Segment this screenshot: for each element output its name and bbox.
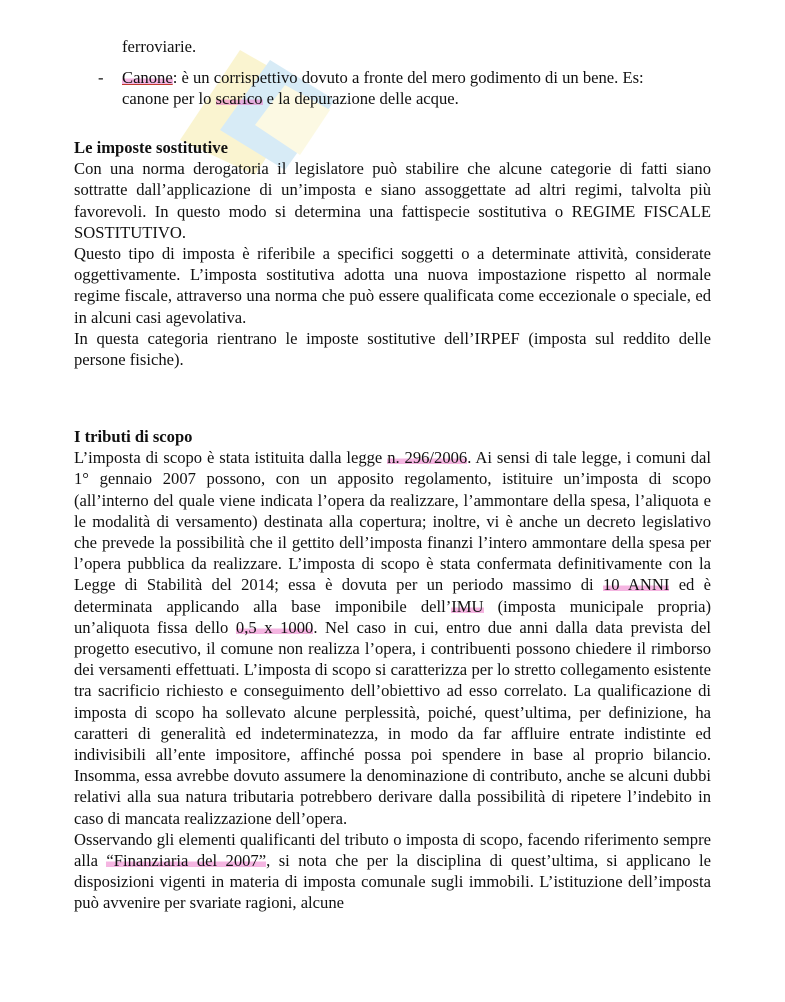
canone-example — [122, 88, 711, 109]
section-imposte-sostitutive — [74, 137, 711, 370]
scarico-highlight: scarico — [215, 89, 263, 108]
text-run: ed è determinata applicando alla base imponibile dell’ — [74, 575, 711, 616]
canone-definition: : è un corrispettivo dovuto a fronte del mero godimento di un bene. Es: — [172, 68, 644, 87]
text-run: , si nota che per la disciplina di quest’ultima, si applicano le disposizioni vigenti in materia di imposta comunale sugli immobili. L’istituzione dell’imposta può avvenire per svariate ragioni, alcune — [74, 851, 711, 913]
imu-highlight: IMU — [451, 596, 484, 616]
law-highlight: n. 296/2006 — [387, 448, 468, 468]
continuation-text: ferroviarie. — [122, 37, 197, 56]
canone-example-b: e la depurazione delle acque. — [262, 89, 459, 108]
years-highlight: 10 ANNI — [602, 575, 670, 595]
rate-highlight: 0,5 x 1000 — [235, 617, 314, 637]
canone-term: Canone — [122, 68, 173, 87]
finanziaria-highlight: “Finanziaria del 2007” — [106, 851, 267, 871]
canone-bullet — [122, 67, 711, 88]
paragraph: Questo tipo di imposta è riferibile a specifici soggetti o a determinate attività, considerate oggettivamente. L’imposta sostitutiva adotta una nuova impostazione rispetto al normale regime fiscale, attraverso una norma che può essere qualificata come eccezionale o speciale, ed in alcuni casi agevolativa. — [74, 244, 711, 327]
text-run: . Nel caso in cui, entro due anni dalla data prevista del progetto esecutivo, il comune non realizza l’opera, i contribuenti possono chiedere il rimborso dei versamenti effettuati. L’imposta di scopo si caratterizza per lo stretto collegamento esistente tra sacrificio richiesto e conseguimento dell’obiettivo ad esso correlato. La qualificazione di imposta di scopo ha sollevato alcune perplessità, poiché, quest’ultima, per definizione, ha caratteri di generalità ed indeterminatezza, in modo da far affluire entrate indistinte ed indivisibili all’ente impositore, affinché possa poi spendere in base al proprio bilancio. Insomma, essa avrebbe dovuto assumere la denominazione di contributo, anche se alcuni dubbi relativi alla sua natura tributaria potrebbero derivare dalla possibilità di ripetere l’indebito in caso di mancata realizzazione dell’opera. — [74, 617, 711, 828]
section-heading-scopo: I tributi di scopo — [74, 427, 193, 446]
paragraph: In questa categoria rientrano le imposte sostitutive dell’IRPEF (imposta sul reddito delle persone fisiche). — [74, 328, 711, 370]
bullet-dash: - — [98, 68, 104, 87]
section-heading-sostitutive: Le imposte sostitutive — [74, 138, 228, 157]
text-run: . Ai sensi di tale legge, i comuni dal 1° gennaio 2007 possono, con un apposito regolamento, istituire un’imposta di scopo (all’interno del quale viene indicata l’opera da realizzare, l’ammontare della spesa, l’aliquota e le modalità di versamento) destinata alla copertura; inoltre, vi è anche un decreto legislativo che prevede la possibilità che il gettito dell’imposta finanzi l’intero ammontare della spesa per l’opera pubblica da realizzare. L’imposta di scopo è stata confermata definitivamente con la Legge di Stabilità del 2014; essa è dovuta per un periodo massimo di — [74, 448, 711, 595]
text-run: (imposta municipale propria) un’aliquota fissa dello — [74, 596, 712, 637]
paragraph: Con una norma derogatoria il legislatore può stabilire che alcune categorie di fatti siano sottratte dall’applicazione di un’imposta e siano assoggettate ad altri regimi, talvolta più favorevoli. In questo modo si determina una fattispecie sostitutiva o REGIME FISCALE SOSTITUTIVO. — [74, 159, 711, 242]
paragraph — [74, 829, 711, 914]
paragraph — [74, 447, 711, 829]
canone-example-a: canone per lo — [122, 89, 216, 108]
text-run: Osservando gli elementi qualificanti del tributo o imposta di scopo, facendo riferimento sempre alla — [74, 829, 711, 871]
section-tributi-scopo — [74, 426, 711, 914]
text-run: L’imposta di scopo è stata istituita dalla legge — [74, 448, 388, 468]
